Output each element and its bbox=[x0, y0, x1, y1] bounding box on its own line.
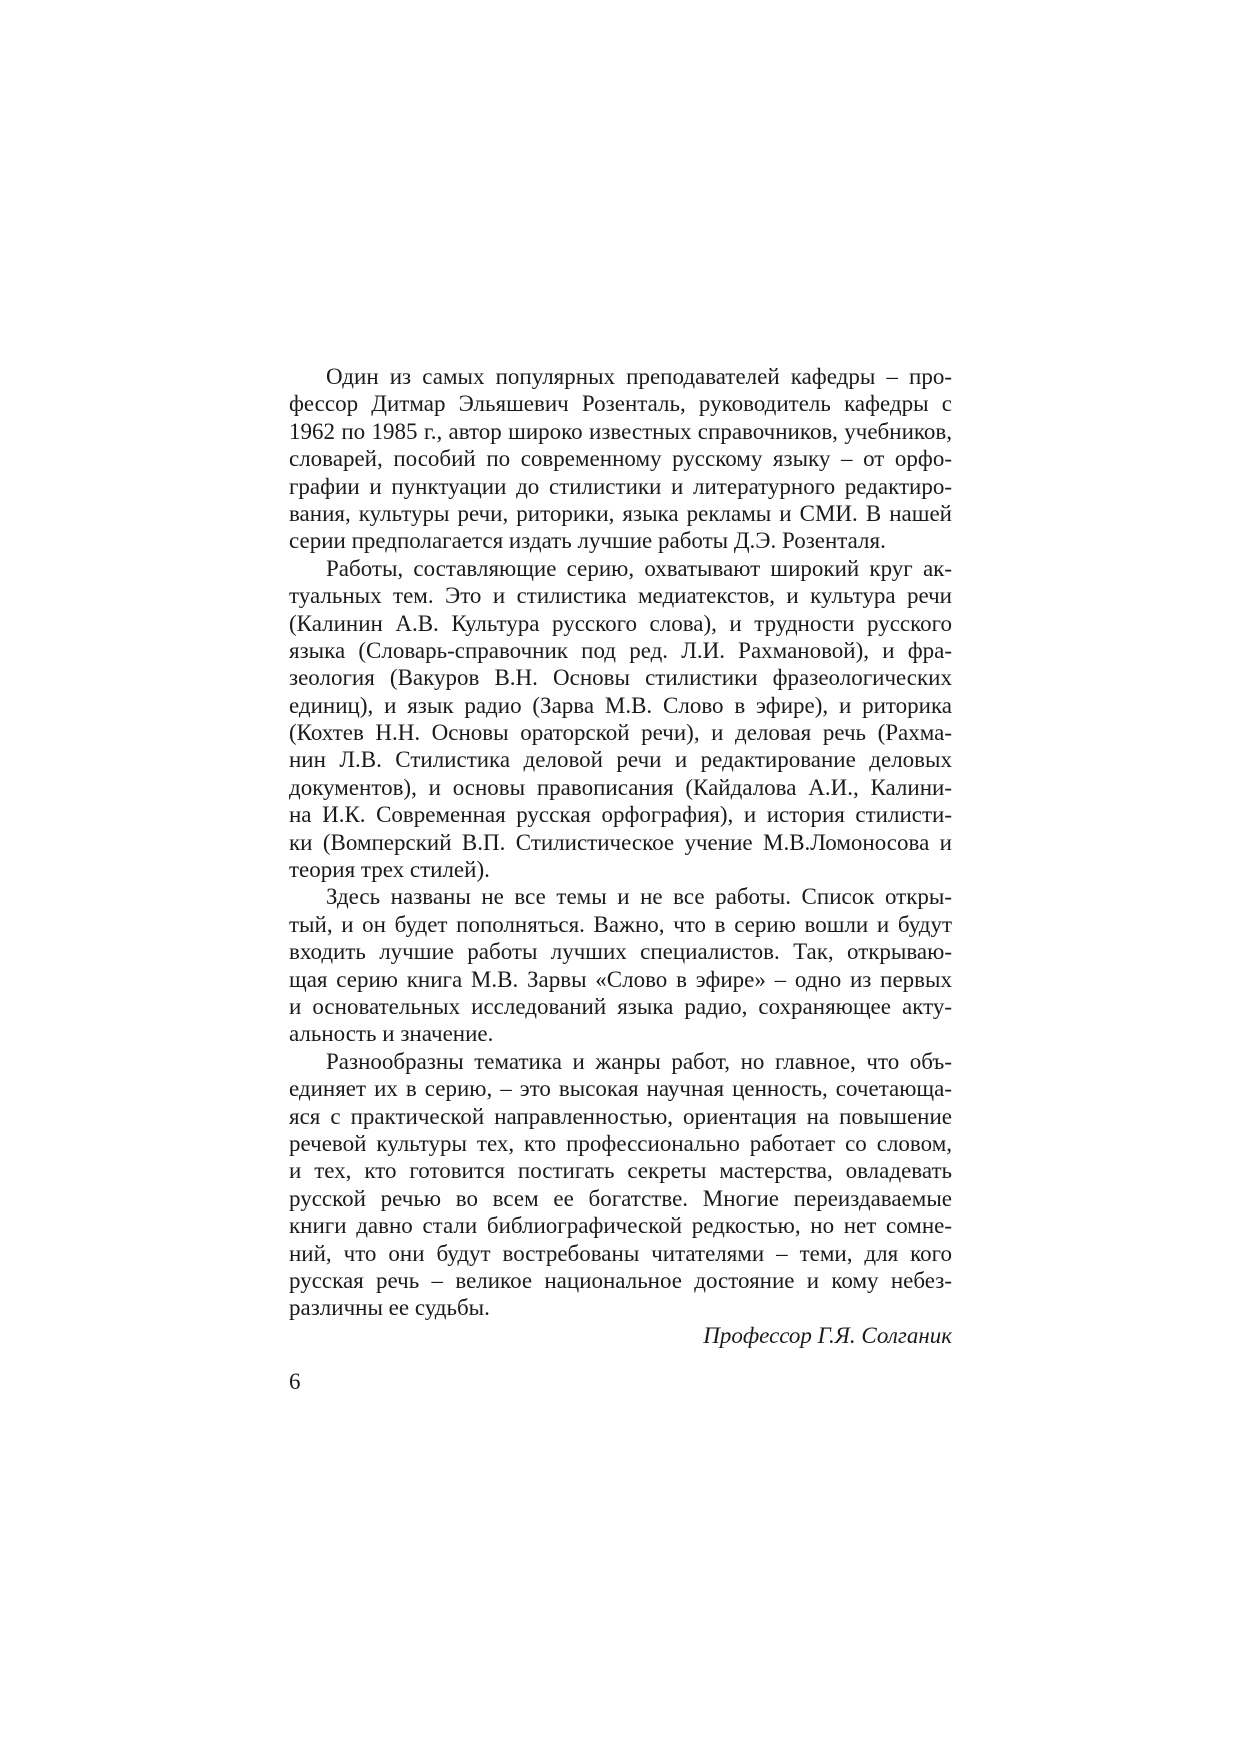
text-line: туальных тем. Это и стилистика медиатекстов, и культура речи bbox=[289, 583, 952, 609]
text-line: серии предполагается издать лучшие работы Д.Э. Розенталя. bbox=[289, 528, 886, 554]
text-line: и тех, кто готовится постигать секреты мастерства, овладевать bbox=[289, 1158, 952, 1184]
text-line: на И.К. Современная русская орфография), и история стилисти- bbox=[289, 802, 952, 828]
text-line: фессор Дитмар Эльяшевич Розенталь, руководитель кафедры с bbox=[289, 391, 952, 417]
text-line: щая серию книга М.В. Зарвы «Слово в эфире» – одно из первых bbox=[289, 966, 952, 992]
text-line: и основательных исследований языка радио, сохраняющее акту- bbox=[289, 993, 952, 1019]
text-line: Работы, составляющие серию, охватывают широкий круг ак- bbox=[326, 555, 952, 581]
text-line: нин Л.В. Стилистика деловой речи и редактирование деловых bbox=[289, 747, 952, 773]
text-line: книги давно стали библиографической редкостью, но нет сомне- bbox=[289, 1213, 952, 1239]
text-line: различны ее судьбы. bbox=[289, 1295, 490, 1321]
text-line: языка (Словарь-справочник под ред. Л.И. Рахмановой), и фра- bbox=[289, 637, 952, 663]
text-line: 1962 по 1985 г., автор широко известных справочников, учебников, bbox=[289, 418, 952, 444]
text-line: единиц), и язык радио (Зарва М.В. Слово в эфире), и риторика bbox=[289, 692, 952, 718]
text-line: речевой культуры тех, кто профессионально работает со словом, bbox=[289, 1130, 952, 1156]
body-text bbox=[289, 363, 952, 1349]
text-line: Один из самых популярных преподавателей кафедры – про- bbox=[326, 364, 952, 389]
text-line: единяет их в серию, – это высокая научная ценность, сочетающа- bbox=[289, 1076, 952, 1102]
text-line: русской речью во всем ее богатстве. Многие переиздаваемые bbox=[289, 1185, 952, 1211]
text-line: яся с практической направленностью, ориентация на повышение bbox=[289, 1103, 952, 1129]
paragraph bbox=[289, 363, 952, 555]
text-line: (Кохтев Н.Н. Основы ораторской речи), и деловая речь (Рахма- bbox=[289, 720, 952, 746]
text-line: теория трех стилей). bbox=[289, 857, 490, 883]
text-line: документов), и основы правописания (Кайдалова А.И., Калини- bbox=[289, 774, 952, 800]
signature: Профессор Г.Я. Солганик bbox=[703, 1322, 952, 1348]
text-line: Разнообразны тематика и жанры работ, но главное, что объ- bbox=[326, 1048, 952, 1074]
text-line: словарей, пособий по современному русскому языку – от орфо- bbox=[289, 446, 952, 472]
text-line: (Калинин А.В. Культура русского слова), и трудности русского bbox=[289, 610, 952, 636]
text-line: альность и значение. bbox=[289, 1021, 494, 1047]
text-line: тый, и он будет пополняться. Важно, что в серию вошли и будут bbox=[289, 911, 952, 937]
paragraph bbox=[289, 555, 952, 884]
text-line: Здесь названы не все темы и не все работы. Список откры- bbox=[326, 884, 952, 910]
paragraph bbox=[289, 1048, 952, 1322]
paragraph bbox=[289, 883, 952, 1047]
text-line: ки (Вомперский В.П. Стилистическое учение М.В.Ломоносова и bbox=[289, 829, 952, 855]
text-line: зеология (Вакуров В.Н. Основы стилистики фразеологических bbox=[289, 665, 952, 691]
text-line: ний, что они будут востребованы читателями – теми, для кого bbox=[289, 1240, 952, 1266]
page-number: 6 bbox=[289, 1369, 301, 1394]
text-line: графии и пунктуации до стилистики и литературного редактиро- bbox=[289, 473, 952, 499]
text-line: вания, культуры речи, риторики, языка рекламы и СМИ. В нашей bbox=[289, 500, 952, 526]
text-line: входить лучшие работы лучших специалистов. Так, открываю- bbox=[289, 939, 952, 965]
text-line: русская речь – великое национальное достояние и кому небез- bbox=[289, 1267, 952, 1293]
